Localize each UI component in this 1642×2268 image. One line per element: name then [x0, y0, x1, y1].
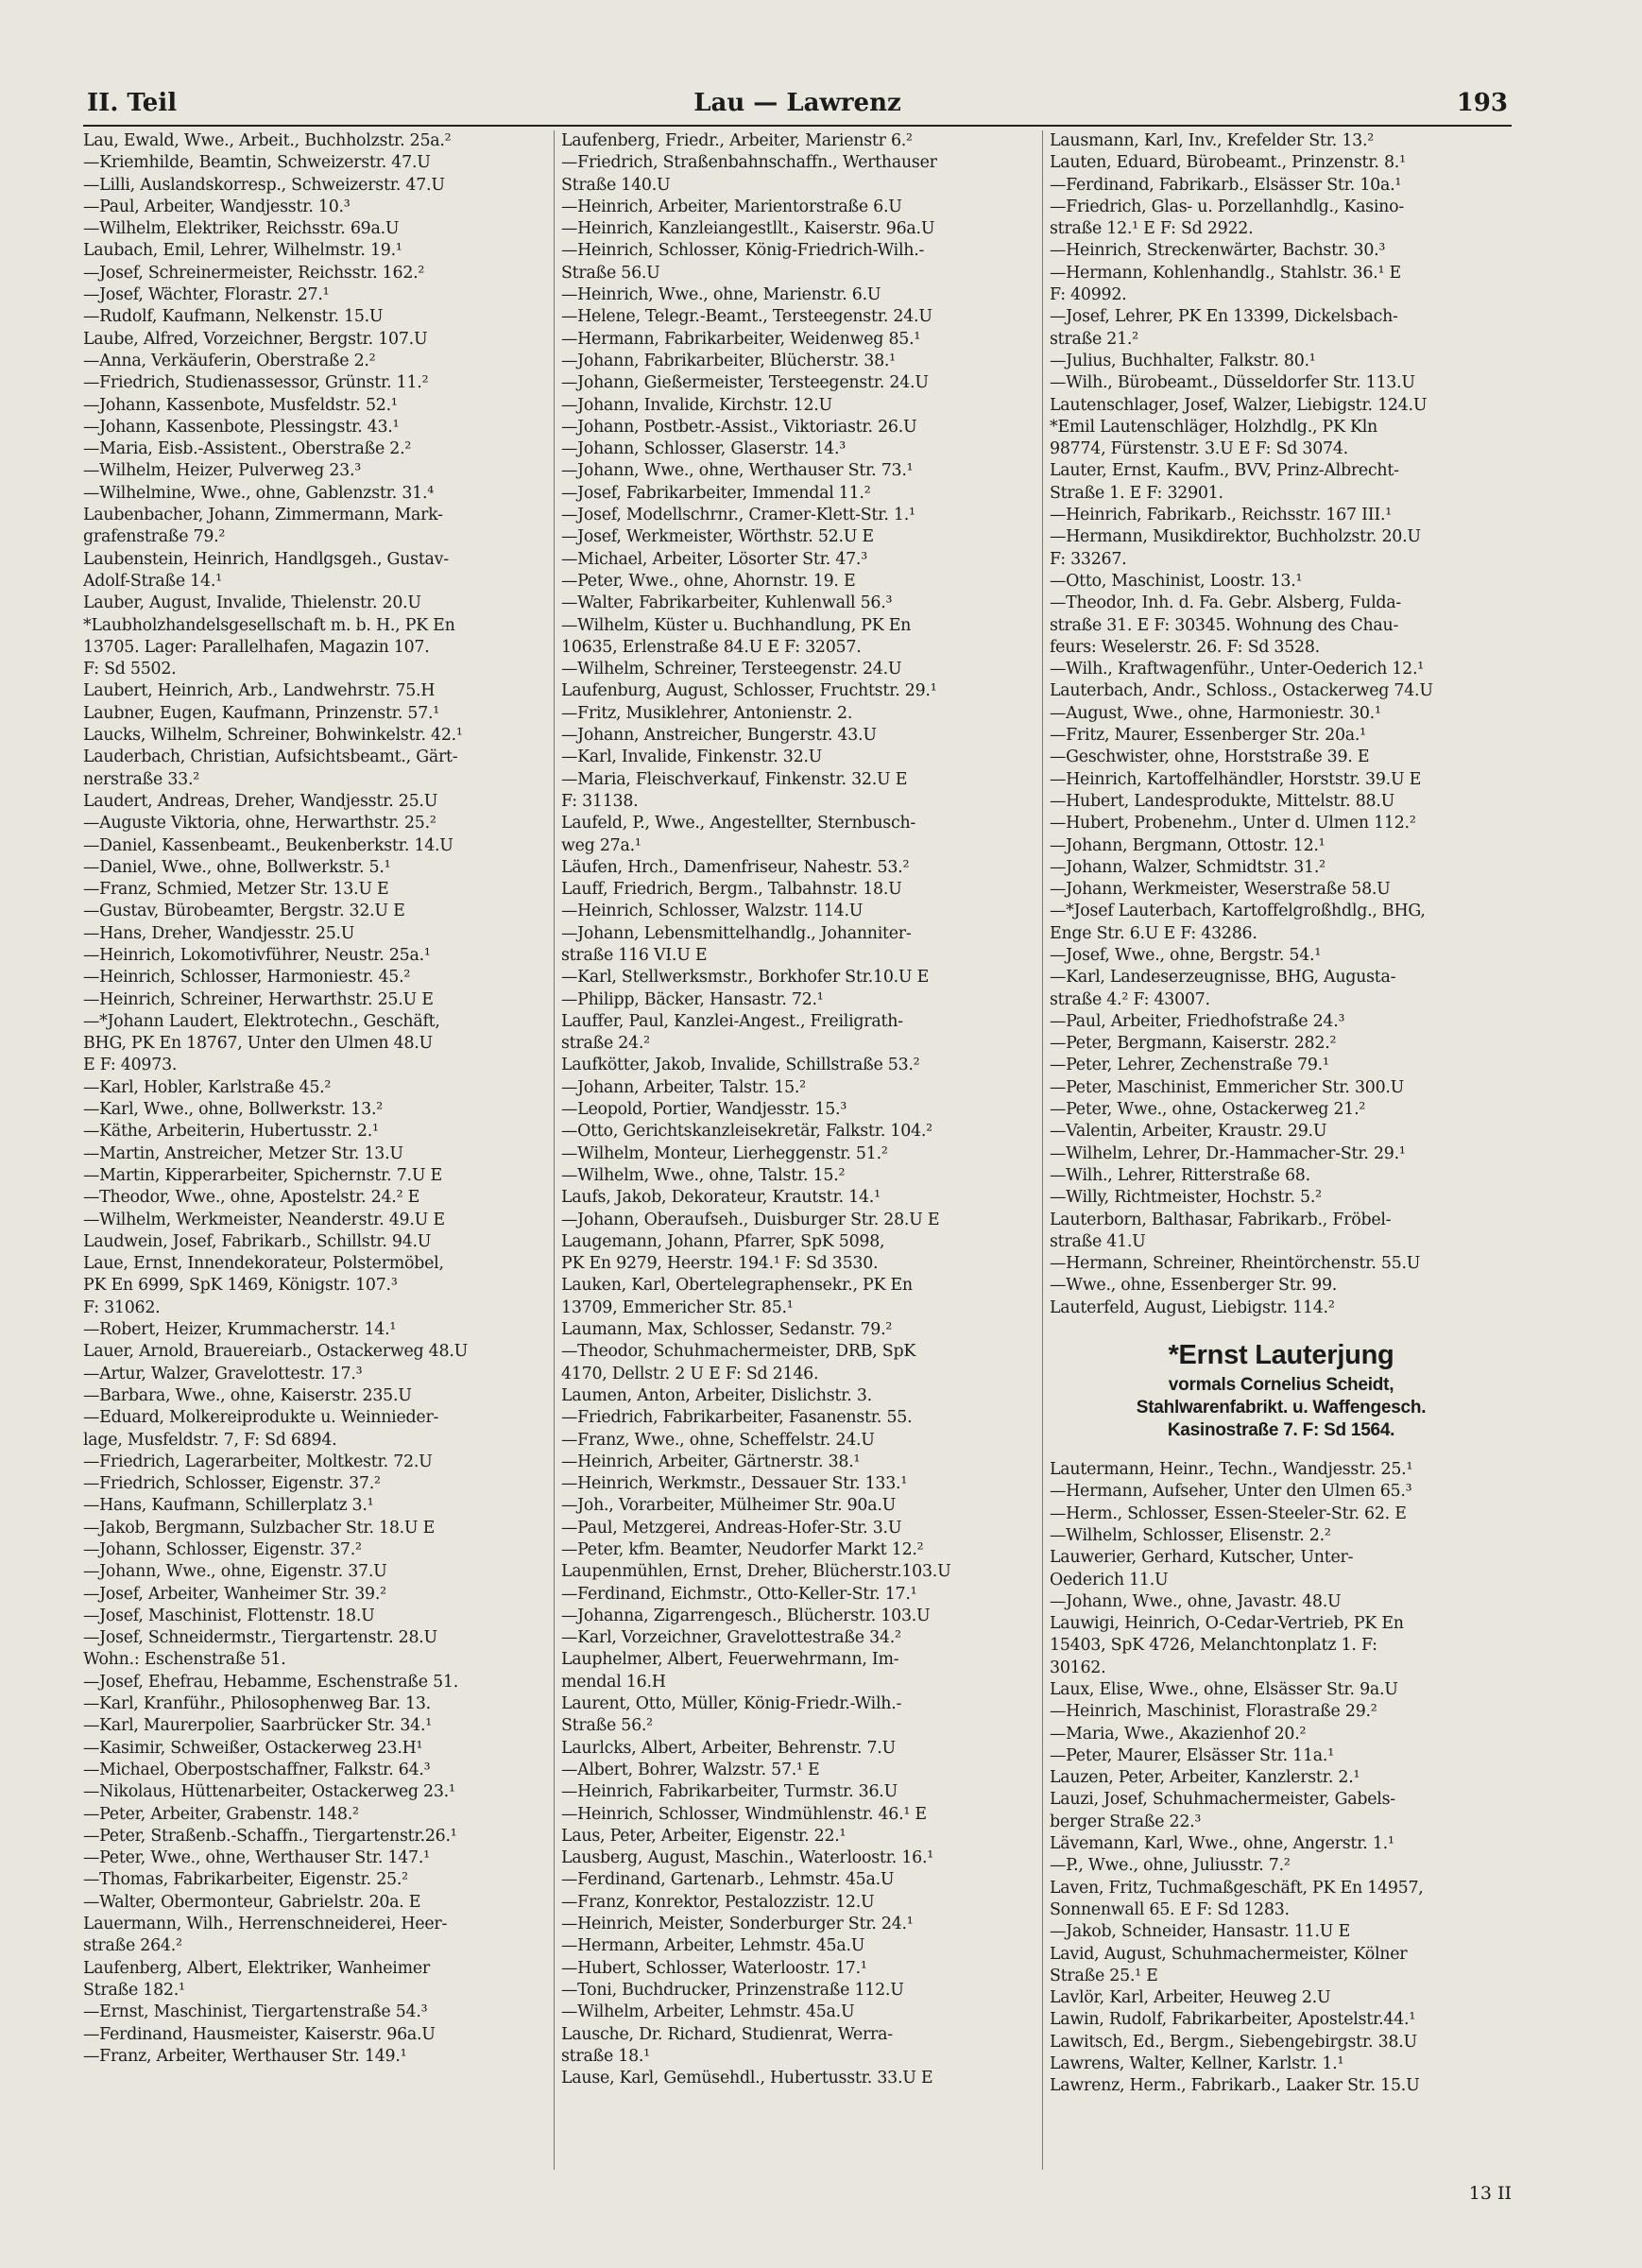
directory-entry-line: —Peter, Bergmann, Kaiserstr. 282.²: [1050, 1034, 1337, 1054]
directory-entry-line: Lausche, Dr. Richard, Studienrat, Werra-: [561, 2024, 893, 2044]
directory-entry-line: Laurent, Otto, Müller, König-Friedr.-Wilh.-: [561, 1694, 902, 1714]
directory-entry-line: Lauzen, Peter, Arbeiter, Kanzlerstr. 2.¹: [1050, 1768, 1360, 1788]
directory-entry-line: Laubenbacher, Johann, Zimmermann, Mark-: [83, 506, 443, 525]
directory-entry-line: —Josef, Modellschrnr., Cramer-Klett-Str. 1.¹: [561, 506, 915, 525]
directory-entry-line: Lause, Karl, Gemüsehdl., Hubertusstr. 33.U E: [561, 2069, 933, 2088]
directory-entry-line: —*Johann Laudert, Elektrotechn., Geschäft,: [83, 1011, 440, 1031]
advertisement-box: [1050, 1336, 1513, 1442]
directory-entry-line: Laubert, Heinrich, Arb., Landwehrstr. 75.H: [83, 681, 436, 701]
advertisement-line: vormals Cornelius Scheidt,: [1168, 1375, 1394, 1396]
directory-entry-line: —Wilhelm, Lehrer, Dr.-Hammacher-Str. 29.¹: [1050, 1143, 1406, 1163]
directory-entry-line: —Johann, Kassenbote, Plessingstr. 43.¹: [83, 417, 400, 437]
directory-entry-line: —Franz, Arbeiter, Werthauser Str. 149.¹: [83, 2046, 407, 2066]
page-header: [83, 87, 1512, 127]
directory-column-3-bottom: [1050, 1459, 1513, 2098]
directory-entry-line: —Hans, Dreher, Wandjesstr. 25.U: [83, 923, 355, 943]
directory-entry-line: Laubach, Emil, Lehrer, Wilhelmstr. 19.¹: [83, 241, 402, 261]
directory-entry-line: —Karl, Invalide, Finkenstr. 32.U: [561, 747, 823, 767]
directory-entry-line: Lauzi, Josef, Schuhmachermeister, Gabels-: [1050, 1790, 1395, 1810]
directory-entry-line: —Heinrich, Kanzleiangestllt., Kaiserstr. 96a.U: [561, 219, 935, 239]
directory-entry-line: —Martin, Anstreicher, Metzer Str. 13.U: [83, 1143, 403, 1163]
directory-entry-line: —Heinrich, Schlosser, König-Friedrich-Wilh.-: [561, 241, 925, 261]
directory-entry-line: F: 31138.: [561, 791, 639, 811]
directory-entry-line: —Hermann, Musikdirektor, Buchholzstr. 20.U: [1050, 527, 1421, 547]
directory-entry-line: —Karl, Maurerpolier, Saarbrücker Str. 34.¹: [83, 1716, 432, 1736]
directory-entry-line: Lawitsch, Ed., Bergm., Siebengebirgstr. 38.U: [1050, 2032, 1417, 2052]
directory-entry-line: BHG, PK En 18767, Unter den Ulmen 48.U: [83, 1034, 433, 1054]
directory-entry-line: Lävemann, Karl, Wwe., ohne, Angerstr. 1.¹: [1050, 1834, 1394, 1854]
directory-entry-line: —Heinrich, Schlosser, Walzstr. 114.U: [561, 902, 864, 921]
directory-entry-line: —Friedrich, Lagerarbeiter, Moltkestr. 72.U: [83, 1452, 433, 1471]
directory-entry-line: —Hermann, Aufseher, Unter den Ulmen 65.³: [1050, 1482, 1412, 1502]
directory-entry-line: Laucks, Wilhelm, Schreiner, Bohwinkelstr. 42.¹: [83, 726, 463, 746]
directory-entry-line: —Wwe., ohne, Essenberger Str. 99.: [1050, 1276, 1338, 1296]
directory-entry-line: —Michael, Oberpostschaffner, Falkstr. 64.³: [83, 1760, 431, 1779]
directory-entry-line: —Ernst, Maschinist, Tiergartenstraße 54.³: [83, 2002, 428, 2022]
directory-entry-line: grafenstraße 79.²: [83, 527, 226, 547]
directory-entry-line: —Johann, Anstreicher, Bungerstr. 43.U: [561, 726, 877, 746]
directory-entry-line: —Eduard, Molkereiprodukte u. Weinnieder-: [83, 1408, 439, 1428]
directory-entry-line: —Peter, Arbeiter, Grabenstr. 148.²: [83, 1804, 359, 1824]
directory-entry-line: Laue, Ernst, Innendekorateur, Polstermöbel,: [83, 1254, 444, 1274]
directory-entry-line: feurs: Weselerstr. 26. F: Sd 3528.: [1050, 637, 1320, 657]
directory-entry-line: Straße 56.²: [561, 1716, 653, 1736]
directory-entry-line: 4170, Dellstr. 2 U E F: Sd 2146.: [561, 1364, 819, 1383]
directory-entry-line: Lauber, August, Invalide, Thielenstr. 20.U: [83, 593, 421, 613]
directory-entry-line: Lauwigi, Heinrich, O-Cedar-Vertrieb, PK En: [1050, 1614, 1404, 1634]
directory-entry-line: Lauff, Friedrich, Bergm., Talbahnstr. 18.U: [561, 880, 902, 900]
directory-entry-line: straße 18.¹: [561, 2046, 650, 2066]
directory-entry-line: —Fritz, Maurer, Essenberger Str. 20a.¹: [1050, 726, 1366, 746]
directory-entry-line: —Karl, Hobler, Karlstraße 45.²: [83, 1077, 332, 1097]
directory-entry-line: straße 21.²: [1050, 329, 1138, 349]
directory-entry-line: —Johann, Werkmeister, Weserstraße 58.U: [1050, 880, 1391, 900]
directory-entry-line: —Barbara, Wwe., ohne, Kaiserstr. 235.U: [83, 1385, 412, 1405]
directory-entry-line: —Wilhelm, Elektriker, Reichsstr. 69a.U: [83, 219, 400, 239]
directory-entry-line: —August, Wwe., ohne, Harmoniestr. 30.¹: [1050, 703, 1381, 723]
directory-entry-line: Oederich 11.U: [1050, 1570, 1169, 1589]
directory-entry-line: —Friedrich, Glas- u. Porzellanhdlg., Kasino-: [1050, 197, 1404, 216]
directory-entry-line: —Johann, Wwe., ohne, Eigenstr. 37.U: [83, 1562, 387, 1582]
directory-entry-line: —Heinrich, Arbeiter, Gärtnerstr. 38.¹: [561, 1452, 861, 1471]
directory-entry-line: —Willy, Richtmeister, Hochstr. 5.²: [1050, 1188, 1322, 1208]
directory-entry-line: —Jakob, Bergmann, Sulzbacher Str. 18.U E: [83, 1518, 436, 1538]
directory-entry-line: Lauten, Eduard, Bürobeamt., Prinzenstr. 8.¹: [1050, 153, 1406, 173]
directory-entry-line: —Albert, Bohrer, Walzstr. 57.¹ E: [561, 1760, 820, 1779]
directory-entry-line: —Helene, Telegr.-Beamt., Tersteegenstr. 24.U: [561, 307, 932, 327]
directory-entry-line: —Wilhelm, Wwe., ohne, Talstr. 15.²: [561, 1165, 846, 1185]
directory-entry-line: —Friedrich, Fabrikarbeiter, Fasanenstr. 55.: [561, 1408, 913, 1428]
directory-entry-line: —Friedrich, Schlosser, Eigenstr. 37.²: [83, 1474, 381, 1494]
directory-entry-line: Lauterborn, Balthasar, Fabrikarb., Fröbel-: [1050, 1210, 1392, 1229]
directory-entry-line: —Johann, Lebensmittelhandlg., Johanniter-: [561, 923, 912, 943]
directory-entry-line: —Johann, Fabrikarbeiter, Blücherstr. 38.¹: [561, 351, 896, 370]
directory-entry-line: Laubenstein, Heinrich, Handlgsgeh., Gustav-: [83, 549, 449, 569]
directory-entry-line: —Wilh., Bürobeamt., Düsseldorfer Str. 113.U: [1050, 373, 1415, 393]
directory-entry-line: —Karl, Vorzeichner, Gravelottestraße 34.²: [561, 1628, 901, 1648]
directory-entry-line: —Paul, Arbeiter, Friedhofstraße 24.³: [1050, 1011, 1345, 1031]
directory-column-2: [561, 130, 1024, 2089]
directory-entry-line: —Johann, Oberaufseh., Duisburger Str. 28.U E: [561, 1210, 940, 1229]
directory-entry-line: —Anna, Verkäuferin, Oberstraße 2.²: [83, 351, 376, 370]
directory-entry-line: 30162.: [1050, 1658, 1106, 1677]
directory-entry-line: Lautenschlager, Josef, Walzer, Liebigstr. 124.U: [1050, 395, 1428, 415]
directory-entry-line: —Peter, Maschinist, Emmericher Str. 300.U: [1050, 1077, 1405, 1097]
directory-entry-line: —Hubert, Probenehm., Unter d. Ulmen 112.²: [1050, 814, 1416, 833]
directory-entry-line: *Laubholzhandelsgesellschaft m. b. H., PK En: [83, 615, 455, 635]
directory-entry-line: —Theodor, Wwe., ohne, Apostelstr. 24.² E: [83, 1188, 420, 1208]
directory-entry-line: Straße 25.¹ E: [1050, 1966, 1158, 1985]
directory-entry-line: —Josef, Ehefrau, Hebamme, Eschenstraße 51.: [83, 1672, 459, 1692]
directory-entry-line: —Hermann, Fabrikarbeiter, Weidenweg 85.¹: [561, 329, 921, 349]
directory-entry-line: Lauterfeld, August, Liebigstr. 114.²: [1050, 1297, 1335, 1317]
directory-entry-line: Lawrens, Walter, Kellner, Karlstr. 1.¹: [1050, 2054, 1344, 2074]
directory-entry-line: straße 4.² F: 43007.: [1050, 989, 1210, 1009]
directory-entry-line: —Ferdinand, Eichmstr., Otto-Keller-Str. 17.¹: [561, 1584, 917, 1604]
directory-entry-line: —Kasimir, Schweißer, Ostackerweg 23.H¹: [83, 1738, 423, 1758]
directory-entry-line: —Wilhelm, Schreiner, Tersteegenstr. 24.U: [561, 660, 902, 679]
directory-entry-line: —Heinrich, Schlosser, Windmühlenstr. 46.¹ E: [561, 1804, 927, 1824]
directory-entry-line: —Friedrich, Studienassessor, Grünstr. 11.²: [83, 373, 429, 393]
directory-entry-line: —Heinrich, Fabrikarbeiter, Turmstr. 36.U: [561, 1782, 898, 1802]
directory-entry-line: —Wilhelm, Küster u. Buchhandlung, PK En: [561, 615, 912, 635]
directory-entry-line: F: 31062.: [83, 1297, 161, 1317]
directory-entry-line: Laumen, Anton, Arbeiter, Dislichstr. 3.: [561, 1385, 872, 1405]
directory-entry-line: Lavid, August, Schuhmachermeister, Kölner: [1050, 1944, 1408, 1964]
directory-entry-line: —Johann, Invalide, Kirchstr. 12.U: [561, 395, 832, 415]
directory-entry-line: 98774, Fürstenstr. 3.U E F: Sd 3074.: [1050, 439, 1348, 459]
directory-entry-line: —Josef, Schneidermstr., Tiergartenstr. 28.U: [83, 1628, 437, 1648]
directory-entry-line: Straße 1. E F: 32901.: [1050, 483, 1223, 503]
directory-entry-line: —Heinrich, Streckenwärter, Bachstr. 30.³: [1050, 241, 1386, 261]
directory-entry-line: Straße 56.U: [561, 263, 660, 283]
directory-entry-line: Laugemann, Johann, Pfarrer, SpK 5098,: [561, 1231, 885, 1251]
directory-entry-line: —Geschwister, ohne, Horststraße 39. E: [1050, 747, 1370, 767]
directory-entry-line: —Josef, Schreinermeister, Reichsstr. 162.²: [83, 263, 425, 283]
directory-entry-line: —P., Wwe., ohne, Juliusstr. 7.²: [1050, 1856, 1291, 1876]
directory-entry-line: Laus, Peter, Arbeiter, Eigenstr. 22.¹: [561, 1826, 847, 1846]
directory-entry-line: PK En 6999, SpK 1469, Königstr. 107.³: [83, 1276, 398, 1296]
directory-entry-line: —Julius, Buchhalter, Falkstr. 80.¹: [1050, 351, 1316, 370]
directory-entry-line: Laux, Elise, Wwe., ohne, Elsässer Str. 9a.U: [1050, 1680, 1398, 1699]
directory-entry-line: —Peter, Straßenb.-Schaffn., Tiergartenstr.26.¹: [83, 1826, 457, 1846]
directory-entry-line: Laufkötter, Jakob, Invalide, Schillstraße 53.²: [561, 1056, 920, 1075]
directory-entry-line: PK En 9279, Heerstr. 194.¹ F: Sd 3530.: [561, 1254, 879, 1274]
directory-entry-line: —Martin, Kipperarbeiter, Spichernstr. 7.U E: [83, 1165, 442, 1185]
signature-mark: 13 II: [1468, 2183, 1512, 2204]
directory-entry-line: Lautermann, Heinr., Techn., Wandjesstr. 25.¹: [1050, 1460, 1413, 1480]
directory-entry-line: —Leopold, Portier, Wandjesstr. 15.³: [561, 1100, 847, 1120]
page-number: 193: [1456, 89, 1508, 117]
directory-entry-line: straße 31. E F: 30345. Wohnung des Chau-: [1050, 615, 1399, 635]
directory-entry-line: —Daniel, Wwe., ohne, Bollwerkstr. 5.¹: [83, 857, 391, 877]
directory-entry-line: —Johann, Bergmann, Ottostr. 12.¹: [1050, 835, 1326, 855]
directory-entry-line: —Josef, Wächter, Florastr. 27.¹: [83, 285, 330, 305]
directory-entry-line: —Heinrich, Lokomotivführer, Neustr. 25a.¹: [83, 945, 431, 965]
directory-entry-line: —Wilhelm, Schlosser, Elisenstr. 2.²: [1050, 1525, 1331, 1545]
directory-entry-line: —Franz, Konrektor, Pestalozzistr. 12.U: [561, 1892, 875, 1912]
directory-entry-line: —Käthe, Arbeiterin, Hubertusstr. 2.¹: [83, 1122, 379, 1142]
directory-entry-line: —Friedrich, Straßenbahnschaffn., Werthauser: [561, 153, 937, 173]
directory-entry-line: straße 24.²: [561, 1034, 650, 1054]
directory-entry-line: Laube, Alfred, Vorzeichner, Bergstr. 107.U: [83, 329, 428, 349]
directory-entry-line: —Ferdinand, Fabrikarb., Elsässer Str. 10a.¹: [1050, 175, 1402, 195]
directory-entry-line: —Ferdinand, Hausmeister, Kaiserstr. 96a.U: [83, 2024, 436, 2044]
directory-entry-line: Laudwein, Josef, Fabrikarb., Schillstr. 94.U: [83, 1231, 432, 1251]
directory-entry-line: —Philipp, Bäcker, Hansastr. 72.¹: [561, 989, 824, 1009]
directory-entry-line: —Johann, Gießermeister, Tersteegenstr. 24.U: [561, 373, 929, 393]
directory-entry-line: —Wilhelmine, Wwe., ohne, Gablenzstr. 31.⁴: [83, 483, 434, 503]
directory-entry-line: Lawin, Rudolf, Fabrikarbeiter, Apostelstr.44.¹: [1050, 2010, 1416, 2030]
directory-entry-line: —Fritz, Musiklehrer, Antonienstr. 2.: [561, 703, 853, 723]
directory-entry-line: —Heinrich, Arbeiter, Marientorstraße 6.U: [561, 197, 902, 216]
directory-entry-line: —Johann, Kassenbote, Musfeldstr. 52.¹: [83, 395, 398, 415]
directory-entry-line: —Josef, Werkmeister, Wörthstr. 52.U E: [561, 527, 874, 547]
directory-entry-line: straße 41.U: [1050, 1231, 1146, 1251]
directory-entry-line: —Hubert, Schlosser, Waterloostr. 17.¹: [561, 1958, 867, 1978]
directory-entry-line: —Ferdinand, Gartenarb., Lehmstr. 45a.U: [561, 1870, 895, 1890]
directory-entry-line: —Maria, Eisb.-Assistent., Oberstraße 2.²: [83, 439, 412, 459]
directory-entry-line: —Heinrich, Fabrikarb., Reichsstr. 167 III.¹: [1050, 506, 1392, 525]
directory-entry-line: —Wilhelm, Arbeiter, Lehmstr. 45a.U: [561, 2002, 855, 2022]
directory-entry-line: Lauken, Karl, Obertelegraphensekr., PK En: [561, 1276, 913, 1296]
directory-entry-line: —Joh., Vorarbeiter, Mülheimer Str. 90a.U: [561, 1496, 897, 1516]
directory-entry-line: 15403, SpK 4726, Melanchtonplatz 1. F:: [1050, 1636, 1377, 1656]
directory-entry-line: —Wilhelm, Monteur, Lierheggenstr. 51.²: [561, 1143, 888, 1163]
directory-entry-line: —Jakob, Schneider, Hansastr. 11.U E: [1050, 1922, 1350, 1942]
directory-entry-line: Lauderbach, Christian, Aufsichtsbeamt., Gärt-: [83, 747, 458, 767]
directory-entry-line: —Artur, Walzer, Gravelottestr. 17.³: [83, 1364, 363, 1383]
directory-entry-line: —Wilh., Kraftwagenführ., Unter-Oederich 12.¹: [1050, 660, 1424, 679]
directory-entry-line: —Karl, Stellwerksmstr., Borkhofer Str.10.U E: [561, 968, 930, 988]
directory-entry-line: Wohn.: Eschenstraße 51.: [83, 1650, 286, 1670]
directory-entry-line: Lauermann, Wilh., Herrenschneiderei, Heer-: [83, 1915, 448, 1934]
directory-entry-line: —Hubert, Landesprodukte, Mittelstr. 88.U: [1050, 791, 1395, 811]
directory-entry-line: —Peter, Lehrer, Zechenstraße 79.¹: [1050, 1056, 1329, 1075]
directory-entry-line: —Wilhelm, Werkmeister, Neanderstr. 49.U E: [83, 1210, 445, 1229]
directory-entry-line: —Theodor, Schuhmachermeister, DRB, SpK: [561, 1342, 916, 1362]
directory-entry-line: —Josef, Arbeiter, Wanheimer Str. 39.²: [83, 1584, 386, 1604]
directory-entry-line: —Johann, Wwe., ohne, Javastr. 48.U: [1050, 1591, 1342, 1611]
directory-entry-line: 13705. Lager: Parallelhafen, Magazin 107.: [83, 637, 430, 657]
directory-entry-line: —Paul, Metzgerei, Andreas-Hofer-Str. 3.U: [561, 1518, 902, 1538]
directory-entry-line: Straße 140.U: [561, 175, 671, 195]
directory-entry-line: F: Sd 5502.: [83, 660, 177, 679]
directory-entry-line: Lausmann, Karl, Inv., Krefelder Str. 13.²: [1050, 131, 1374, 150]
directory-entry-line: —Johann, Walzer, Schmidtstr. 31.²: [1050, 857, 1326, 877]
directory-entry-line: —Maria, Fleischverkauf, Finkenstr. 32.U E: [561, 769, 908, 789]
directory-entry-line: —Johann, Schlosser, Glaserstr. 14.³: [561, 439, 846, 459]
directory-entry-line: Laven, Fritz, Tuchmaßgeschäft, PK En 14957,: [1050, 1878, 1424, 1898]
directory-entry-line: —Heinrich, Maschinist, Florastraße 29.²: [1050, 1702, 1377, 1722]
directory-entry-line: —Paul, Arbeiter, Wandjesstr. 10.³: [83, 197, 351, 216]
directory-entry-line: Laudert, Andreas, Dreher, Wandjesstr. 25.U: [83, 791, 438, 811]
directory-entry-line: —Thomas, Fabrikarbeiter, Eigenstr. 25.²: [83, 1870, 408, 1890]
directory-entry-line: straße 264.²: [83, 1936, 182, 1956]
directory-entry-line: —Auguste Viktoria, ohne, Herwarthstr. 25.²: [83, 814, 436, 833]
directory-entry-line: —Gustav, Bürobeamter, Bergstr. 32.U E: [83, 902, 405, 921]
advertisement-line: Stahlwarenfabrikt. u. Waffengesch.: [1136, 1398, 1427, 1418]
directory-entry-line: —Walter, Fabrikarbeiter, Kuhlenwall 56.³: [561, 593, 893, 613]
directory-entry-line: F: 40992.: [1050, 285, 1127, 305]
directory-entry-line: —Heinrich, Wwe., ohne, Marienstr. 6.U: [561, 285, 881, 305]
directory-entry-line: Straße 182.¹: [83, 1980, 185, 2000]
advertisement-title: *Ernst Lauterjung: [1168, 1340, 1394, 1371]
directory-column-1: [83, 130, 546, 2068]
directory-entry-line: —Heinrich, Meister, Sonderburger Str. 24.¹: [561, 1915, 914, 1934]
directory-entry-line: —Peter, kfm. Beamter, Neudorfer Markt 12.²: [561, 1540, 924, 1559]
directory-entry-line: Lauffer, Paul, Kanzlei-Angest., Freiligrath-: [561, 1011, 903, 1031]
directory-entry-line: —*Josef Lauterbach, Kartoffelgroßhdlg., BHG,: [1050, 902, 1426, 921]
directory-entry-line: —Lilli, Auslandskorresp., Schweizerstr. 47.U: [83, 175, 445, 195]
directory-entry-line: Lawrenz, Herm., Fabrikarb., Laaker Str. 15.U: [1050, 2076, 1420, 2096]
directory-entry-line: Laufenburg, August, Schlosser, Fruchtstr. 29.¹: [561, 681, 937, 701]
directory-entry-line: mendal 16.H: [561, 1672, 666, 1692]
column-divider: [554, 130, 555, 2170]
directory-entry-line: straße 12.¹ E F: Sd 2922.: [1050, 219, 1254, 239]
directory-entry-line: —Theodor, Inh. d. Fa. Gebr. Alsberg, Fulda-: [1050, 593, 1402, 613]
directory-entry-line: Adolf-Straße 14.¹: [83, 571, 222, 591]
advertisement-line: Kasinostraße 7. F: Sd 1564.: [1167, 1420, 1395, 1441]
directory-entry-line: —Franz, Wwe., ohne, Scheffelstr. 24.U: [561, 1430, 875, 1450]
directory-entry-line: —Hermann, Arbeiter, Lehmstr. 45a.U: [561, 1936, 865, 1956]
directory-column-3-top: [1050, 130, 1513, 1319]
directory-entry-line: —Maria, Wwe., Akazienhof 20.²: [1050, 1724, 1307, 1744]
directory-entry-line: —Robert, Heizer, Krummacherstr. 14.¹: [83, 1320, 397, 1340]
directory-entry-line: Lauwerier, Gerhard, Kutscher, Unter-: [1050, 1548, 1354, 1568]
directory-entry-line: —Johann, Arbeiter, Talstr. 15.²: [561, 1077, 806, 1097]
running-title: Lau — Lawrenz: [693, 89, 901, 117]
directory-entry-line: —Peter, Wwe., ohne, Werthauser Str. 147.¹: [83, 1848, 430, 1868]
directory-entry-line: —Karl, Kranführ., Philosophenweg Bar. 13.: [83, 1694, 431, 1714]
directory-entry-line: F: 33267.: [1050, 549, 1127, 569]
directory-entry-line: —Nikolaus, Hüttenarbeiter, Ostackerweg 23.¹: [83, 1782, 455, 1802]
directory-entry-line: —Josef, Fabrikarbeiter, Immendal 11.²: [561, 483, 871, 503]
directory-entry-line: 13709, Emmericher Str. 85.¹: [561, 1297, 794, 1317]
directory-entry-line: —Otto, Maschinist, Loostr. 13.¹: [1050, 571, 1303, 591]
directory-entry-line: —Wilh., Lehrer, Ritterstraße 68.: [1050, 1165, 1310, 1185]
directory-entry-line: Lausberg, August, Maschin., Waterloostr. 16.¹: [561, 1848, 933, 1868]
directory-entry-line: —Toni, Buchdrucker, Prinzenstraße 112.U: [561, 1980, 904, 2000]
directory-entry-line: —Wilhelm, Heizer, Pulverweg 23.³: [83, 461, 361, 481]
directory-entry-line: —Hans, Kaufmann, Schillerplatz 3.¹: [83, 1496, 374, 1516]
directory-entry-line: —Michael, Arbeiter, Lösorter Str. 47.³: [561, 549, 867, 569]
directory-entry-line: —Walter, Obermonteur, Gabrielstr. 20a. E: [83, 1892, 421, 1912]
directory-entry-line: Lauphelmer, Albert, Feuerwehrmann, Im-: [561, 1650, 899, 1670]
directory-entry-line: Laufenberg, Albert, Elektriker, Wanheimer: [83, 1958, 430, 1978]
directory-entry-line: —Rudolf, Kaufmann, Nelkenstr. 15.U: [83, 307, 384, 327]
directory-entry-line: Läufen, Hrch., Damenfriseur, Nahestr. 53.²: [561, 857, 910, 877]
directory-entry-line: weg 27a.¹: [561, 835, 641, 855]
directory-entry-line: Laurlcks, Albert, Arbeiter, Behrenstr. 7.U: [561, 1738, 896, 1758]
directory-entry-line: 10635, Erlenstraße 84.U E F: 32057.: [561, 637, 862, 657]
directory-entry-line: Sonnenwall 65. E F: Sd 1283.: [1050, 1899, 1290, 1919]
directory-entry-line: berger Straße 22.³: [1050, 1812, 1202, 1831]
directory-entry-line: —Johann, Wwe., ohne, Werthauser Str. 73.¹: [561, 461, 914, 481]
directory-entry-line: —Heinrich, Schreiner, Herwarthstr. 25.U E: [83, 989, 434, 1009]
directory-entry-line: straße 116 VI.U E: [561, 945, 708, 965]
directory-entry-line: —Peter, Wwe., ohne, Ahornstr. 19. E: [561, 571, 856, 591]
directory-entry-line: —Heinrich, Werkmstr., Dessauer Str. 133.¹: [561, 1474, 908, 1494]
directory-entry-line: E F: 40973.: [83, 1056, 178, 1075]
directory-entry-line: —Josef, Maschinist, Flottenstr. 18.U: [83, 1606, 375, 1625]
directory-entry-line: Laufeld, P., Wwe., Angestellter, Sternbusch-: [561, 814, 916, 833]
directory-entry-line: Lauer, Arnold, Brauereiarb., Ostackerweg 48.U: [83, 1342, 468, 1362]
directory-column-3: [1050, 130, 1513, 2098]
directory-entry-line: —Johann, Postbetr.-Assist., Viktoriastr. 26.U: [561, 417, 917, 437]
directory-entry-line: —Heinrich, Schlosser, Harmoniestr. 45.²: [83, 968, 411, 988]
directory-entry-line: Enge Str. 6.U E F: 43286.: [1050, 923, 1257, 943]
column-divider: [1042, 130, 1043, 2170]
directory-entry-line: Laumann, Max, Schlosser, Sedanstr. 79.²: [561, 1320, 893, 1340]
directory-entry-line: Lavlör, Karl, Arbeiter, Heuweg 2.U: [1050, 1988, 1331, 2008]
directory-entry-line: —Peter, Wwe., ohne, Ostackerweg 21.²: [1050, 1100, 1366, 1120]
directory-entry-line: Lauterbach, Andr., Schloss., Ostackerweg 74.U: [1050, 681, 1433, 701]
directory-entry-line: —Johanna, Zigarrengesch., Blücherstr. 103.U: [561, 1606, 931, 1625]
directory-entry-line: —Josef, Lehrer, PK En 13399, Dickelsbach-: [1050, 307, 1398, 327]
directory-entry-line: lage, Musfeldstr. 7, F: Sd 6894.: [83, 1430, 337, 1450]
directory-entry-line: —Karl, Landeserzeugnisse, BHG, Augusta-: [1050, 968, 1396, 988]
directory-entry-line: Laubner, Eugen, Kaufmann, Prinzenstr. 57.¹: [83, 703, 440, 723]
directory-entry-line: —Karl, Wwe., ohne, Bollwerkstr. 13.²: [83, 1100, 383, 1120]
directory-entry-line: —Josef, Wwe., ohne, Bergstr. 54.¹: [1050, 945, 1322, 965]
directory-entry-line: —Heinrich, Kartoffelhändler, Horststr. 39.U E: [1050, 769, 1422, 789]
directory-entry-line: —Kriemhilde, Beamtin, Schweizerstr. 47.U: [83, 153, 431, 173]
directory-entry-line: nerstraße 33.²: [83, 769, 199, 789]
directory-entry-line: —Herm., Schlosser, Essen-Steeler-Str. 62. E: [1050, 1503, 1407, 1523]
directory-entry-line: Laufenberg, Friedr., Arbeiter, Marienstr 6.²: [561, 131, 913, 150]
directory-entry-line: Laupenmühlen, Ernst, Dreher, Blücherstr.103.U: [561, 1562, 951, 1582]
directory-entry-line: —Hermann, Kohlenhandlg., Stahlstr. 36.¹ E: [1050, 263, 1401, 283]
directory-entry-line: Lau, Ewald, Wwe., Arbeit., Buchholzstr. 25a.²: [83, 131, 452, 150]
directory-entry-line: —Hermann, Schreiner, Rheintörchenstr. 55.U: [1050, 1254, 1421, 1274]
directory-entry-line: Laufs, Jakob, Dekorateur, Krautstr. 14.¹: [561, 1188, 881, 1208]
directory-entry-line: —Peter, Maurer, Elsässer Str. 11a.¹: [1050, 1745, 1334, 1765]
directory-entry-line: —Daniel, Kassenbeamt., Beukenberkstr. 14.U: [83, 835, 453, 855]
directory-entry-line: —Franz, Schmied, Metzer Str. 13.U E: [83, 880, 389, 900]
directory-entry-line: *Emil Lautenschläger, Holzhdlg., PK Kln: [1050, 417, 1378, 437]
directory-entry-line: Lauter, Ernst, Kaufm., BVV, Prinz-Albrecht-: [1050, 461, 1399, 481]
directory-entry-line: —Johann, Schlosser, Eigenstr. 37.²: [83, 1540, 362, 1559]
directory-entry-line: —Otto, Gerichtskanzleisekretär, Falkstr. 104.²: [561, 1122, 932, 1142]
part-label: II. Teil: [87, 89, 178, 117]
directory-entry-line: —Valentin, Arbeiter, Kraustr. 29.U: [1050, 1122, 1327, 1142]
